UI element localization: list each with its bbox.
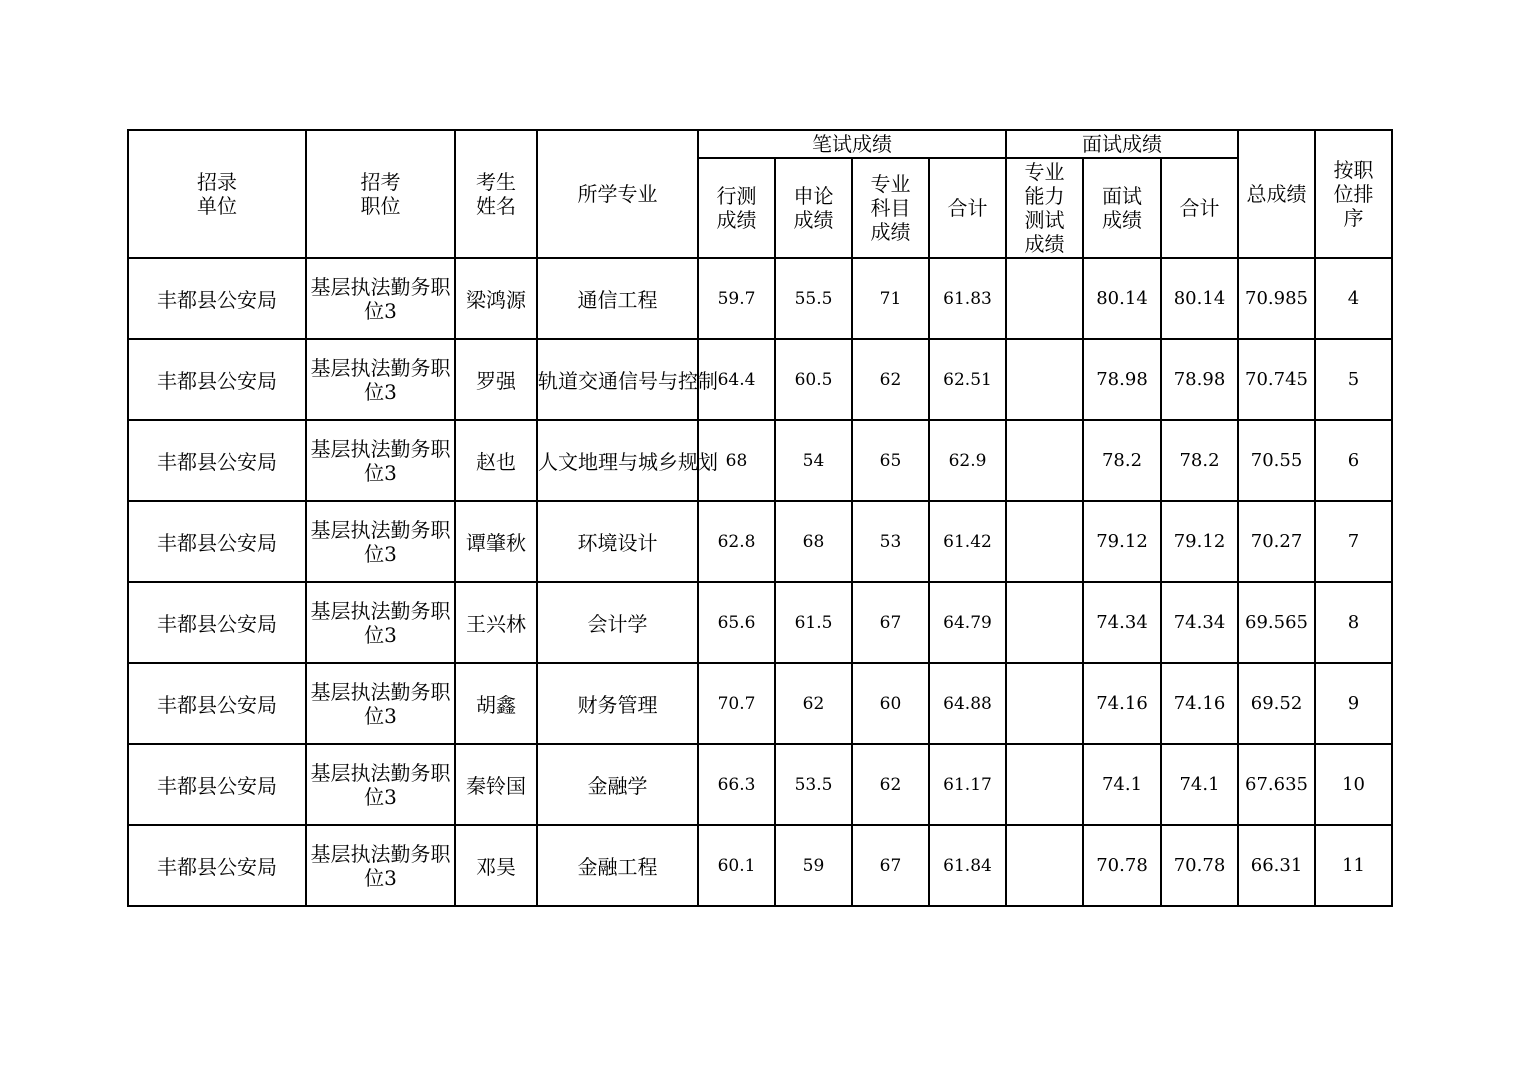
cell-xingce: 60.1 [698,825,775,906]
cell-written-total: 61.42 [929,501,1006,582]
cell-total: 70.55 [1238,420,1315,501]
cell-rank: 8 [1315,582,1392,663]
cell-name: 邓昊 [455,825,537,906]
header-interview-score: 面试 成绩 [1083,158,1161,258]
cell-major: 会计学 [537,582,698,663]
cell-major: 金融学 [537,744,698,825]
cell-total: 70.985 [1238,258,1315,339]
cell-major: 通信工程 [537,258,698,339]
cell-rank: 4 [1315,258,1392,339]
cell-interview-score: 74.34 [1083,582,1161,663]
cell-interview-score: 79.12 [1083,501,1161,582]
cell-interview-score: 80.14 [1083,258,1161,339]
cell-professional: 62 [852,744,929,825]
cell-position: 基层执法勤务职位3 [306,420,455,501]
cell-total: 70.27 [1238,501,1315,582]
cell-written-total: 62.51 [929,339,1006,420]
cell-rank: 5 [1315,339,1392,420]
cell-written-total: 64.79 [929,582,1006,663]
cell-interview-total: 78.2 [1161,420,1238,501]
cell-total: 66.31 [1238,825,1315,906]
cell-unit: 丰都县公安局 [128,582,306,663]
header-written-total: 合计 [929,158,1006,258]
header-position: 招考 职位 [306,130,455,258]
header-total: 总成绩 [1238,130,1315,258]
cell-name: 罗强 [455,339,537,420]
cell-written-total: 62.9 [929,420,1006,501]
cell-professional: 65 [852,420,929,501]
cell-interview-score: 78.98 [1083,339,1161,420]
cell-position: 基层执法勤务职位3 [306,825,455,906]
cell-ability-test [1006,663,1083,744]
cell-unit: 丰都县公安局 [128,420,306,501]
cell-interview-score: 70.78 [1083,825,1161,906]
cell-interview-total: 78.98 [1161,339,1238,420]
cell-shenlun: 62 [775,663,852,744]
header-written-group: 笔试成绩 [698,130,1006,158]
cell-shenlun: 60.5 [775,339,852,420]
cell-unit: 丰都县公安局 [128,501,306,582]
cell-major: 轨道交通信号与控制 [537,339,698,420]
cell-position: 基层执法勤务职位3 [306,663,455,744]
score-table [127,129,1393,907]
cell-shenlun: 59 [775,825,852,906]
cell-xingce: 64.4 [698,339,775,420]
cell-unit: 丰都县公安局 [128,339,306,420]
cell-professional: 60 [852,663,929,744]
cell-unit: 丰都县公安局 [128,825,306,906]
header-interview-group: 面试成绩 [1006,130,1238,158]
cell-name: 谭肇秋 [455,501,537,582]
cell-professional: 62 [852,339,929,420]
cell-written-total: 61.17 [929,744,1006,825]
cell-shenlun: 54 [775,420,852,501]
cell-ability-test [1006,744,1083,825]
cell-ability-test [1006,582,1083,663]
table-row [128,339,1392,420]
cell-position: 基层执法勤务职位3 [306,258,455,339]
cell-total: 69.52 [1238,663,1315,744]
cell-interview-total: 74.34 [1161,582,1238,663]
cell-interview-total: 79.12 [1161,501,1238,582]
cell-ability-test [1006,501,1083,582]
table-row [128,744,1392,825]
cell-ability-test [1006,339,1083,420]
cell-written-total: 61.83 [929,258,1006,339]
cell-xingce: 59.7 [698,258,775,339]
cell-unit: 丰都县公安局 [128,258,306,339]
cell-rank: 6 [1315,420,1392,501]
table-row [128,825,1392,906]
cell-total: 70.745 [1238,339,1315,420]
header-major: 所学专业 [537,130,698,258]
cell-xingce: 62.8 [698,501,775,582]
cell-xingce: 70.7 [698,663,775,744]
cell-major: 财务管理 [537,663,698,744]
cell-interview-score: 74.16 [1083,663,1161,744]
cell-rank: 10 [1315,744,1392,825]
header-rank: 按职 位排 序 [1315,130,1392,258]
cell-position: 基层执法勤务职位3 [306,339,455,420]
cell-name: 王兴林 [455,582,537,663]
cell-rank: 11 [1315,825,1392,906]
cell-interview-total: 74.1 [1161,744,1238,825]
cell-major: 环境设计 [537,501,698,582]
header-xingce: 行测 成绩 [698,158,775,258]
cell-name: 赵也 [455,420,537,501]
cell-shenlun: 55.5 [775,258,852,339]
cell-professional: 67 [852,582,929,663]
cell-professional: 53 [852,501,929,582]
cell-name: 胡鑫 [455,663,537,744]
cell-ability-test [1006,825,1083,906]
cell-unit: 丰都县公安局 [128,744,306,825]
cell-name: 梁鸿源 [455,258,537,339]
cell-major: 人文地理与城乡规划 [537,420,698,501]
cell-position: 基层执法勤务职位3 [306,744,455,825]
table-row [128,582,1392,663]
table-row [128,258,1392,339]
cell-professional: 71 [852,258,929,339]
cell-xingce: 68 [698,420,775,501]
cell-xingce: 65.6 [698,582,775,663]
table-row [128,501,1392,582]
cell-ability-test [1006,420,1083,501]
cell-professional: 67 [852,825,929,906]
cell-written-total: 61.84 [929,825,1006,906]
cell-shenlun: 53.5 [775,744,852,825]
cell-interview-total: 80.14 [1161,258,1238,339]
cell-major: 金融工程 [537,825,698,906]
cell-position: 基层执法勤务职位3 [306,582,455,663]
cell-shenlun: 61.5 [775,582,852,663]
header-interview-total: 合计 [1161,158,1238,258]
cell-interview-score: 78.2 [1083,420,1161,501]
cell-rank: 7 [1315,501,1392,582]
header-professional: 专业 科目 成绩 [852,158,929,258]
cell-xingce: 66.3 [698,744,775,825]
header-unit: 招录 单位 [128,130,306,258]
cell-rank: 9 [1315,663,1392,744]
cell-shenlun: 68 [775,501,852,582]
cell-interview-total: 74.16 [1161,663,1238,744]
header-ability-test: 专业 能力 测试 成绩 [1006,158,1083,258]
header-shenlun: 申论 成绩 [775,158,852,258]
cell-interview-score: 74.1 [1083,744,1161,825]
cell-interview-total: 70.78 [1161,825,1238,906]
cell-position: 基层执法勤务职位3 [306,501,455,582]
table-row [128,663,1392,744]
cell-total: 67.635 [1238,744,1315,825]
cell-unit: 丰都县公安局 [128,663,306,744]
cell-name: 秦铃国 [455,744,537,825]
cell-ability-test [1006,258,1083,339]
table-row [128,420,1392,501]
header-name: 考生 姓名 [455,130,537,258]
cell-written-total: 64.88 [929,663,1006,744]
cell-total: 69.565 [1238,582,1315,663]
